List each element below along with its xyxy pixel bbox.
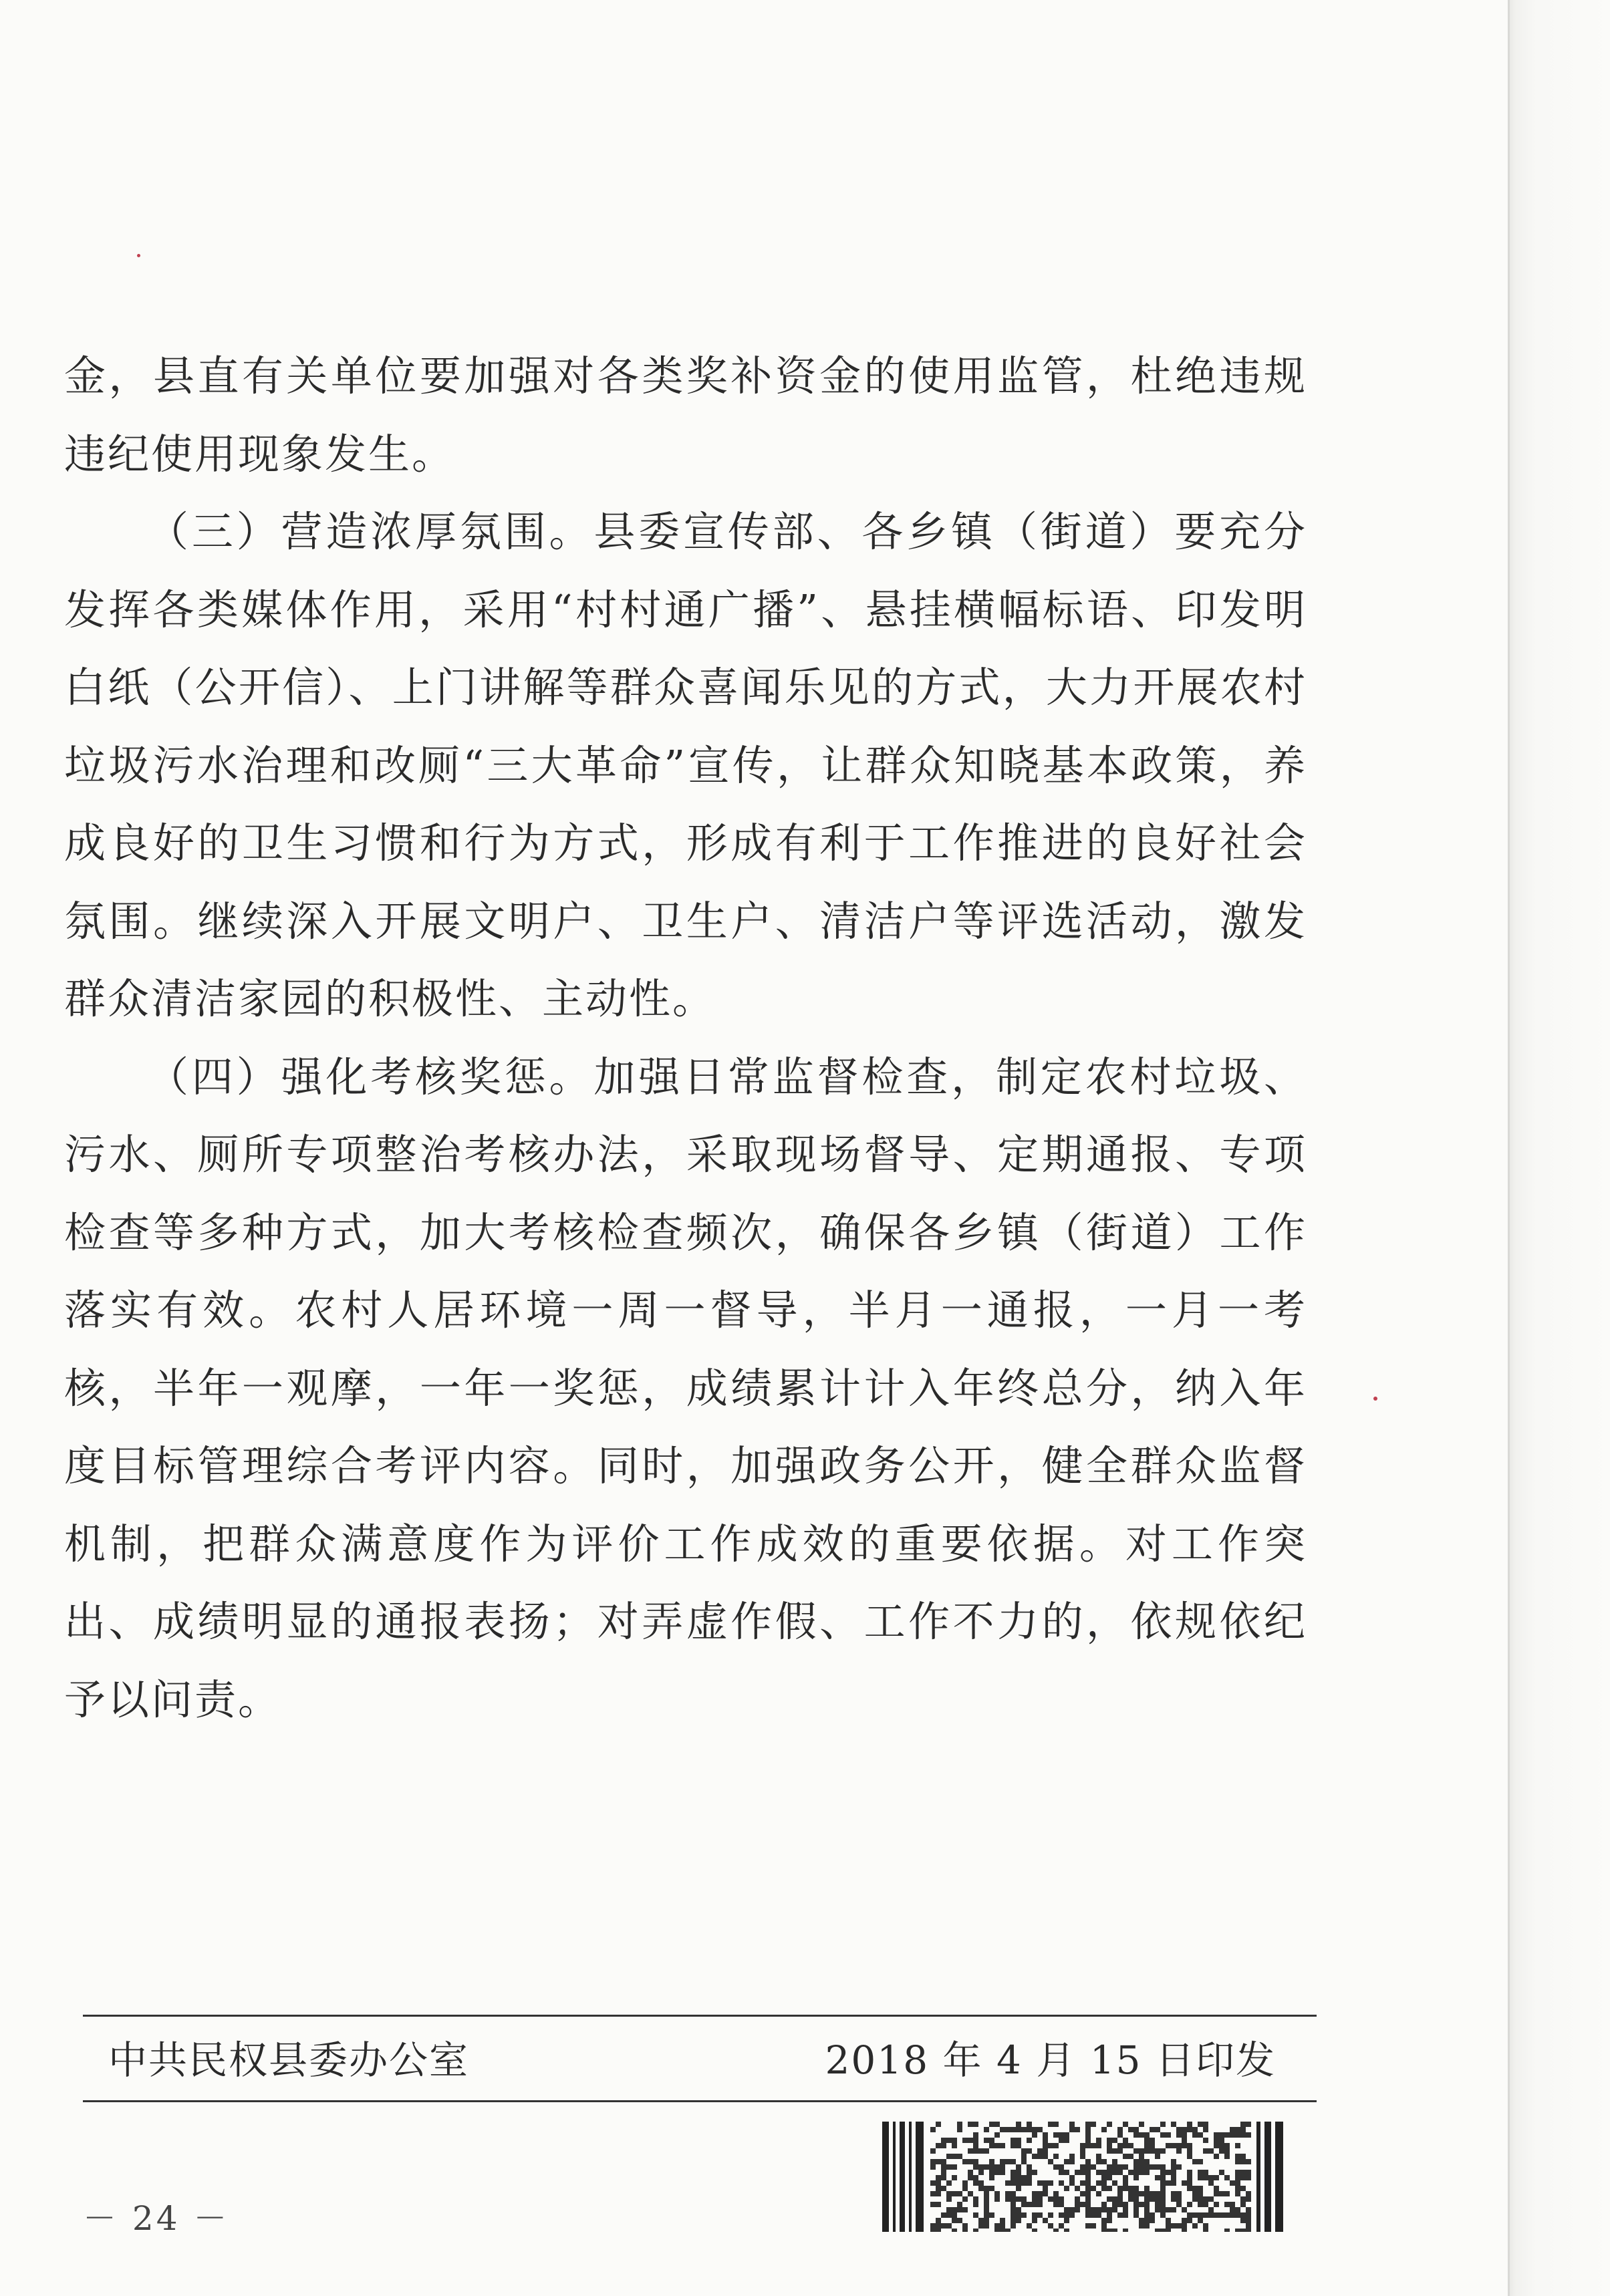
barcode-icon xyxy=(882,2122,1283,2232)
paragraph-continuation: 金，县直有关单位要加强对各类奖补资金的使用监管，杜绝违规违纪使用现象发生。 xyxy=(64,351,1307,478)
document-body xyxy=(64,337,1307,1739)
issue-date: 2018 年 4 月 15 日印发 xyxy=(825,2037,1276,2083)
footer-top-rule xyxy=(83,2015,1317,2017)
page-number: － 24 － xyxy=(83,2199,230,2238)
ink-speck xyxy=(137,254,140,257)
paragraph-section-four: （四）强化考核奖惩。加强日常监督检查，制定农村垃圾、污水、厕所专项整治考核办法，采取现场督导、定期通报、专项检查等多种方式，加大考核检查频次，确保各乡镇（街道）工作落实有效。农村人居环境一周一督导，半月一通报，一月一考核，半年一观摩，一年一奖惩，成绩累计计入年终总分，纳入年度目标管理综合考评内容。同时，加强政务公开，健全群众监督机制，把群众满意度作为评价工作成效的重要依据。对工作突出、成绩明显的通报表扬；对弄虚作假、工作不力的，依规依纪予以问责。 xyxy=(64,1052,1307,1724)
page-edge-shadow xyxy=(1508,0,1610,2296)
issuing-office: 中共民权县委办公室 xyxy=(108,2037,470,2083)
paragraph-section-three: （三）营造浓厚氛围。县委宣传部、各乡镇（街道）要充分发挥各类媒体作用，采用“村村通广播”、悬挂横幅标语、印发明白纸（公开信）、上门讲解等群众喜闻乐见的方式，大力开展农村垃圾污水治理和改厕“三大革命”宣传，让群众知晓基本政策，养成良好的卫生习惯和行为方式，形成有利于工作推进的良好社会氛围。继续深入开展文明户、卫生户、清洁户等评选活动，激发群众清洁家园的积极性、主动性。 xyxy=(64,507,1307,1023)
footer-bottom-rule xyxy=(83,2100,1317,2102)
ink-speck xyxy=(1373,1397,1377,1401)
